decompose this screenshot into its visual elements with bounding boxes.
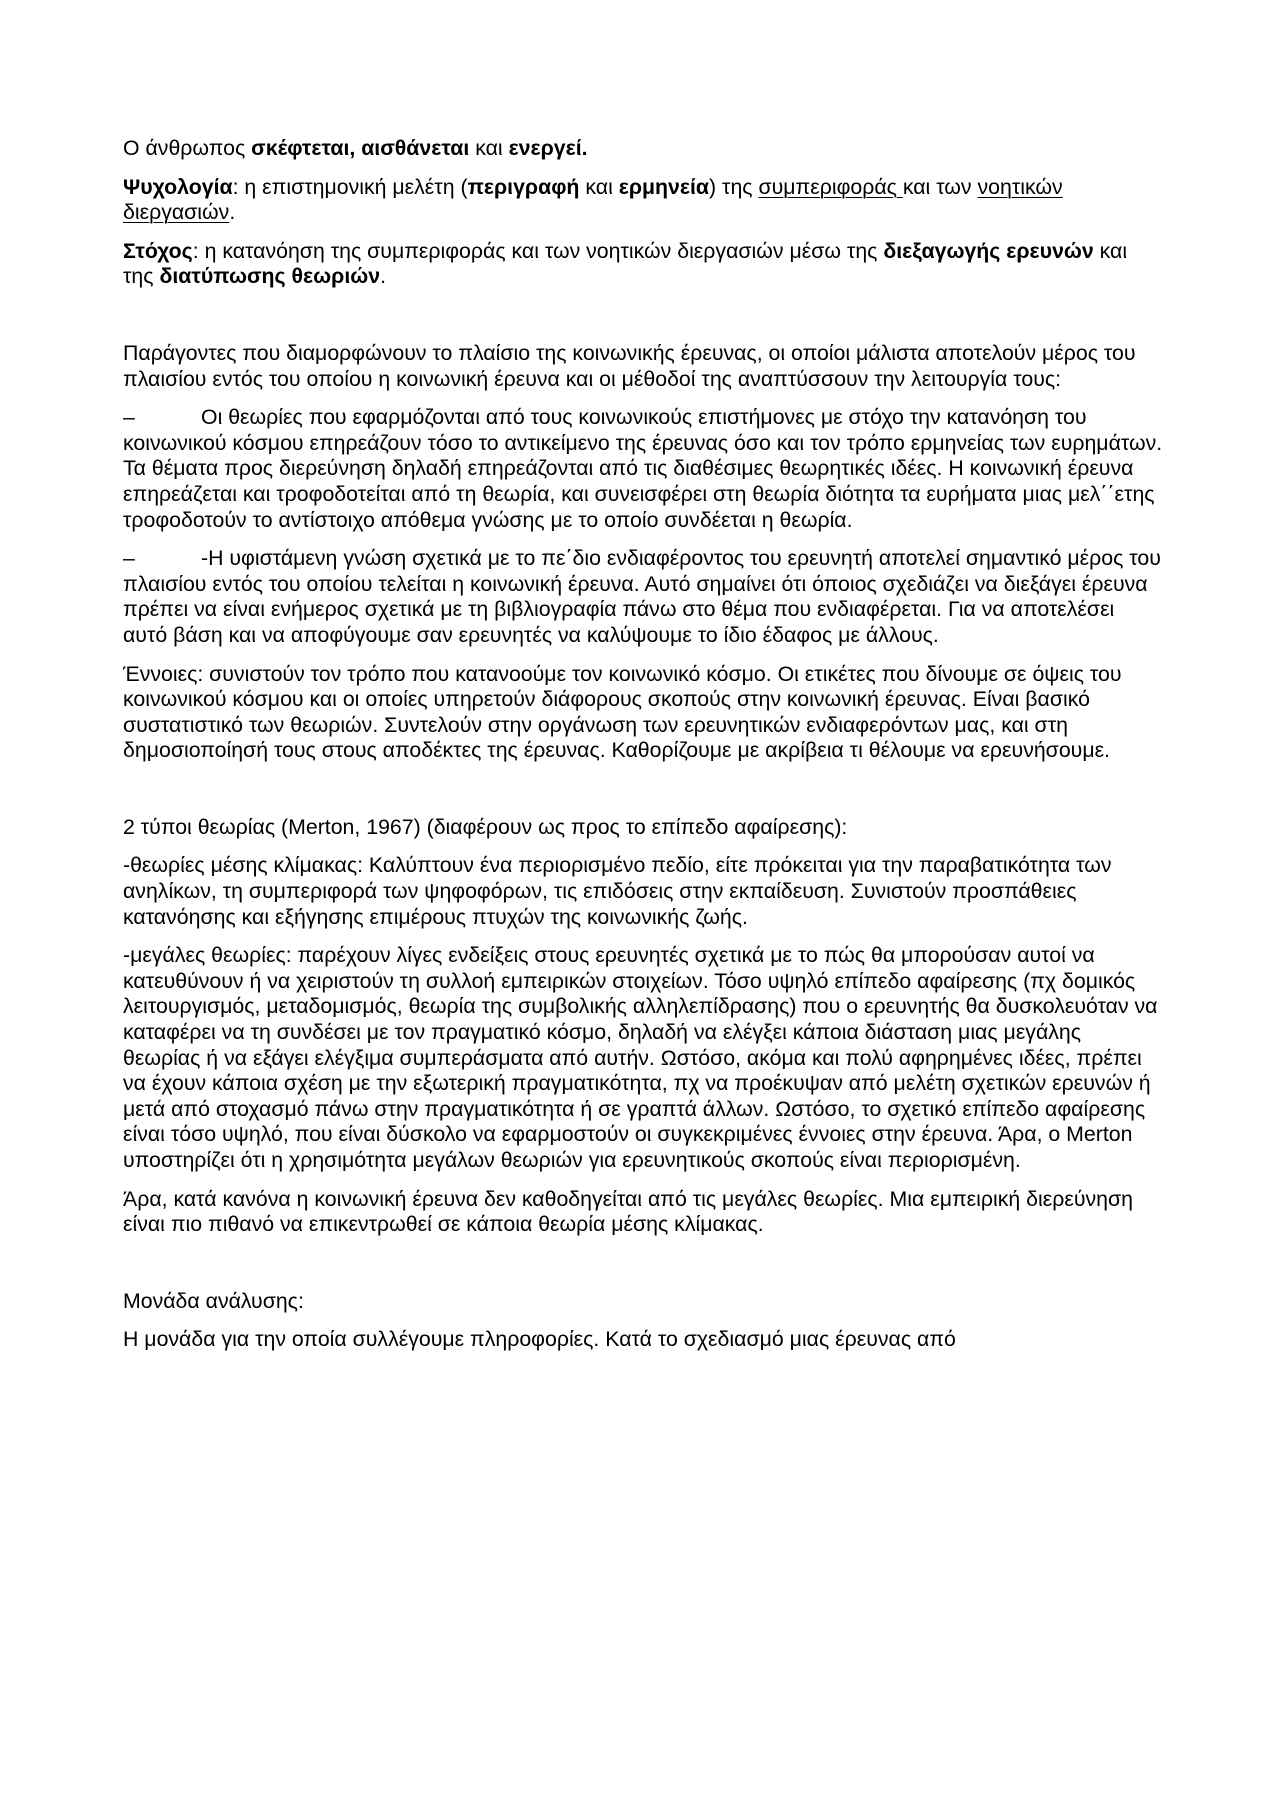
unit-of-analysis-text: Η μονάδα για την οποία συλλέγουμε πληροφορίες. Κατά το σχεδιασμό μιας έρευνας από — [123, 1327, 956, 1352]
text-run: . — [380, 264, 387, 289]
theory-types-heading: 2 τύποι θεωρίας (Merton, 1967) (διαφέρουν ως προς το επίπεδο αφαίρεσης): — [123, 814, 848, 839]
text-run: Ο άνθρωπος — [123, 136, 252, 160]
bold-run: διατύπωσης θεωριών — [159, 264, 381, 289]
document-page — [123, 136, 1163, 1366]
paragraph-gap — [123, 777, 1163, 815]
middle-range-theories: -θεωρίες μέσης κλίμακας: Καλύπτουν ένα περιορισμένο πεδίο, είτε πρόκειται για την παραβατικότητα των ανηλίκων, τη συμπεριφορά των ψηφοφόρων, τις επιδόσεις στην εκπαίδευση. Συνιστούν προσπάθειες κατανόησης και εξήγησης επιμέρους πτυχών της κοινωνικής ζωής. — [123, 853, 1112, 929]
paragraph-gap — [123, 1251, 1163, 1289]
text-run: και — [579, 174, 619, 199]
unit-of-analysis-heading: Μονάδα ανάλυσης: — [123, 1288, 304, 1313]
text-run: : η κατανόηση της συμπεριφοράς και των νοητικών διεργασιών μέσω της — [192, 238, 884, 263]
paragraph-gap — [123, 303, 1163, 341]
underlined-run: νοητικών διεργασιών — [123, 174, 1063, 225]
factor-text: Οι θεωρίες που εφαρμόζονται από τους κοινωνικούς επιστήμονες με στόχο την κατανόηση του κοινωνικού κόσμου επηρεάζουν τόσο το αντικείμενο της έρευνας όσο και τον τρόπο ερμηνείας των ευρημάτων. Τα θέματα προς διερεύνηση δηλαδή επηρεάζονται από τις διαθέσιμες θεωρητικές ιδέες. Η κοινωνική έρευνα επηρεάζεται και τροφοδοτείται από τη θεωρία, και συνεισφέρει στη θεωρία διότητα τα ευρήματα μιας μελ΄΄ετης τροφοδοτούν το αντίστοιχο απόθεμα γνώσης με το οποίο συνδέεται η θεωρία. — [123, 405, 1163, 532]
concepts-paragraph: Έννοιες: συνιστούν τον τρόπο που κατανοούμε τον κοινωνικό κόσμο. Οι ετικέτες που δίνουμε σε όψεις του κοινωνικού κόσμου και οι οποίες υπηρετούν διάφορους σκοπούς στην κοινωνική έρευνας. Είναι βασικό συστατιστικό των θεωριών. Συντελούν στην οργάνωση των ερευνητικών ενδιαφερόντων μας, και στη δημοσιοποίησή τους στους αποδέκτες της έρευνας. Καθορίζουμε με ακρίβεια τι θέλουμε να ερευνήσουμε. — [123, 661, 1122, 763]
underlined-run: συμπεριφοράς — [758, 174, 903, 199]
bold-run: περιγραφή — [467, 174, 580, 199]
dash-marker: – — [123, 546, 135, 571]
bold-run: Ψυχολογία — [123, 174, 233, 199]
theory-conclusion: Άρα, κατά κανόνα η κοινωνική έρευνα δεν καθοδηγείται από τις μεγάλες θεωρίες. Μια εμπειρική διερεύνηση είναι πιο πιθανό να επικεντρωθεί σε κάποια θεωρία μέσης κλίμακας. — [123, 1186, 1133, 1237]
factor-text: -Η υφιστάμενη γνώση σχετικά με το πε΄διο ενδιαφέροντος του ερευνητή αποτελεί σημαντικό μέρος του πλαισίου εντός του οποίου τελείται η κοινωνική έρευνα. Αυτό σημαίνει ότι όποιος σχεδιάζει να διεξάγει έρευνα πρέπει να είναι ενήμερος σχετικά με τη βιβλιογραφία πάνω στο θέμα που ενδιαφέρεται. Για να αποτελέσει αυτό βάση και να αποφύγουμε σαν ερευνητές να καλύψουμε το ίδιο έδαφος με άλλους. — [123, 546, 1161, 647]
grand-theories: -μεγάλες θεωρίες: παρέχουν λίγες ενδείξεις στους ερευνητές σχετικά με το πώς θα μπορούσαν αυτοί να κατευθύνουν ή να χειριστούν τη συλλοή εμπειρικών στοιχείων. Τόσο υψηλό επίπεδο αφαίρεσης (πχ δομικός λειτουργισμός, μεταδομισμός, θεωρία της συμβολικής αλληλεπίδρασης) που ο ερευνητής θα δυσκολευόταν να καταφέρει να τη συνδέσει με τον πραγματικό κόσμο, δηλαδή να ελέγξει κάποια διάσταση μιας μεγάλης θεωρίας ή να εξάγει ελέγξιμα συμπεράσματα από αυτήν. Ωστόσο, ακόμα και πολύ αφηρημένες ιδέες, πρέπει να έχουν κάποια σχέση με την εξωτερική πραγματικότητα, πχ να προέκυψαν από μελέτη σχετικών ερευνών ή μετά από στοχασμό πάνω στην πραγματικότητα ή σε γραπτά άλλων. Ωστόσο, το σχετικό επίπεδο αφαίρεσης είναι τόσο υψηλό, που είναι δύσκολο να εφαρμοστούν οι συγκεκριμένες έννοιες στην έρευνα. Άρα, ο Merton υποστηρίζει ότι η χρησιμότητα μεγάλων θεωριών για ερευνητικούς σκοπούς είναι περιορισμένη. — [123, 943, 1158, 1172]
text-run: και της — [123, 238, 1128, 289]
factors-intro: Παράγοντες που διαμορφώνουν το πλαίσιο της κοινωνικής έρευνας, οι οποίοι μάλιστα αποτελούν μέρος του πλαισίου εντός του οποίου η κοινωνική έρευνα και οι μέθοδοί της αναπτύσσουν την λειτουργία τους: — [123, 340, 1136, 391]
text-run: και των — [902, 174, 978, 199]
dash-marker: – — [123, 405, 135, 430]
psychology-definition — [123, 175, 1163, 226]
bold-run: σκέφτεται, αισθάνεται — [251, 136, 470, 160]
goal-definition — [123, 239, 1163, 290]
text-run: ) της — [709, 174, 759, 199]
text-run: : η επιστημονική μελέτη ( — [232, 174, 468, 199]
bold-run: διεξαγωγής ερευνών — [883, 238, 1094, 263]
bold-run: Στόχος — [123, 238, 193, 263]
factor-item-knowledge — [123, 546, 1163, 648]
text-run: . — [229, 200, 236, 225]
intro-human-sentence — [123, 136, 1163, 162]
bold-run: ενεργεί. — [508, 136, 588, 160]
text-run: και — [469, 136, 509, 160]
factor-item-theories — [123, 405, 1163, 533]
bold-run: ερμηνεία — [618, 174, 710, 199]
